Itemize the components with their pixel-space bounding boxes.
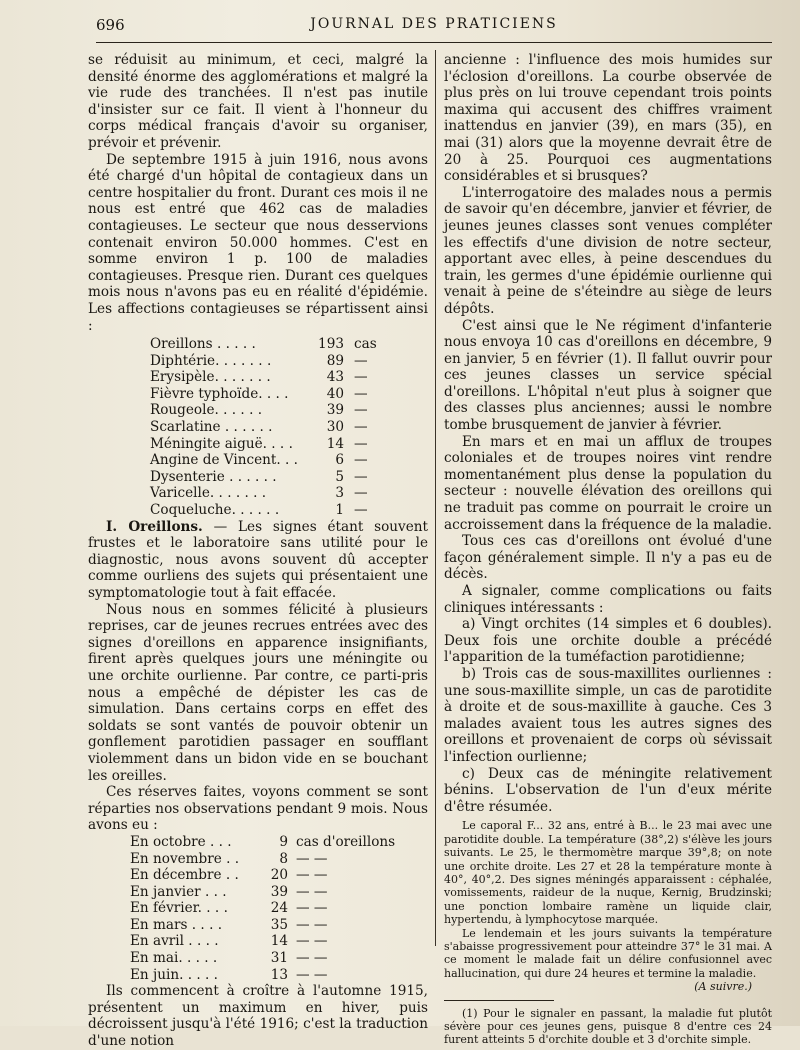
disease-unit: — [354,402,368,419]
disease-row [150,502,377,519]
month-row [130,950,395,967]
month-count: 24 [270,900,288,917]
disease-name: Dysenterie . . . . . . [150,468,277,485]
disease-count: 89 [326,352,344,369]
disease-unit: — [354,419,368,436]
month-name: En janvier . . . [130,883,227,900]
month-name: En octobre . . . [130,833,232,850]
disease-row [150,402,377,419]
disease-count: 5 [335,468,344,485]
disease-count: 3 [335,485,344,502]
disease-row [150,369,377,386]
page-header [96,14,772,38]
column-divider [435,50,436,946]
disease-row [150,436,377,453]
month-count: 39 [270,883,288,900]
month-count: 8 [279,850,288,867]
month-count: 14 [270,933,288,950]
disease-row [150,336,377,353]
month-count: 20 [270,867,288,884]
disease-name: Diphtérie. . . . . . . [150,352,272,369]
disease-unit: cas [354,336,377,353]
left-para-4: Ils commencent à croître à l'automne 1915, présentent un maximum en hiver, puis décroissent jusqu'à l'été 1916; c'est la traduction d'une notion [88,983,428,1050]
oreillons-section [88,519,428,602]
right-para-3: C'est ainsi que le Ne régiment d'infanterie nous envoya 10 cas d'oreillons en décembre, 9 en janvier, 5 en février (1). Il fallut ouvrir pour ces jeunes classes un service spécial d'oreillons. L'hôpital n'eut plus à soigner que des classes plus anciennes; aussi le nombre tombe brusquement de janvier à février. [444,317,772,434]
month-rest: — — [296,850,328,867]
observation-1: Le caporal F... 32 ans, entré à B... le 23 mai avec une parotidite double. La température (38°,2) s'élève les jours suivants. Le 25, le thermomètre marque 39°,8; on note une orchite droite. Les 27 et 28 la température monte à 40°, 40°,2. Des signes méningés apparaissent : céphalée, vomissements, raideur de la nuque, Kernig, Brudzinski; une ponction lombaire ramène un liquide clair, hypertendu, à lymphocytose marquée. [444,819,772,927]
item-a: a) Vingt orchites (14 simples et 6 doubles). Deux fois une orchite double a précédé l'apparition de la tuméfaction parotidienne; [444,616,772,666]
month-name: En décembre . . [130,867,239,884]
left-column [88,52,428,1050]
disease-count: 39 [326,402,344,419]
disease-count: 193 [318,336,344,353]
month-row [130,834,395,851]
month-name: En mai. . . . . [130,950,218,967]
disease-unit: — [354,385,368,402]
month-rest: — — [296,916,328,933]
footnote: (1) Pour le signaler en passant, la maladie fut plutôt sévère pour ces jeunes gens, puisque 8 d'entre ces 24 furent atteints 5 d'orchite double et 3 d'orchite simple. [444,1006,772,1047]
month-rest: — — [296,933,328,950]
left-intro-para-1: se réduisit au minimum, et ceci, malgré la densité énorme des agglomérations et malgré la vie rude des tranchées. Il n'est pas inutile d'insister sur ce fait. Il vient à l'honneur du corps médical français d'avoir su organiser, prévoir et prévenir. [88,52,428,151]
disease-count: 30 [326,419,344,436]
observation-2: Le lendemain et les jours suivants la température s'abaisse progressivement pour atteindre 37° le 31 mai. A ce moment le malade fait un délire confusionnel avec hallucination, qui dure 24 heures et termine la maladie. [444,926,772,980]
right-para-4: En mars et en mai un afflux de troupes coloniales et de troupes noires vint rendre momentanément plus dense la population du secteur : nouvelle élévation des oreillons qui ne traduit pas comme on pourrait le croire un accroissement dans la fréquence de la maladie. [444,433,772,533]
header-rule [96,42,772,43]
section-heading: I. Oreillons. [106,518,203,535]
disease-name: Oreillons . . . . . [150,336,256,353]
item-c: c) Deux cas de méningite relativement bénins. L'observation de l'un d'eux mérite d'être résumée. [444,765,772,815]
month-count: 9 [279,833,288,850]
month-rest: — — [296,900,328,917]
disease-unit: — [354,452,368,469]
disease-count: 14 [326,435,344,452]
month-name: En février. . . . [130,900,228,917]
disease-row [150,353,377,370]
month-name: En novembre . . [130,850,240,867]
to-be-continued: (A suivre.) [694,980,752,994]
disease-unit: — [354,352,368,369]
month-row [130,933,395,950]
disease-name: Coqueluche. . . . . . [150,502,280,519]
month-name: En mars . . . . [130,916,223,933]
disease-table [150,336,377,519]
disease-row [150,386,377,403]
months-table [130,834,395,983]
item-b: b) Trois cas de sous-maxillites ourliennes : une sous-maxillite simple, un cas de parotidite à droite et de sous-maxillite à gauche. Ces 3 malades avaient tous les autres signes des oreillons et provenaient de corps où sévissait l'infection ourlienne; [444,665,772,765]
left-intro-para-2: De septembre 1915 à juin 1916, nous avons été chargé d'un hôpital de contagieux dans un centre hospitalier du front. Durant ces mois il ne nous est entré que 462 cas de maladies contagieuses. Le secteur que nous desservions contenait environ 50.000 hommes. C'est en somme environ 1 p. 100 de maladies contagieuses. Presque rien. Durant ces quelques mois nous n'avons pas eu en réalité d'épidémie. Les affections contagieuses se répartissent ainsi : [88,151,428,334]
month-rest: — — [296,950,328,967]
disease-row [150,419,377,436]
month-count: 35 [270,916,288,933]
month-row [130,917,395,934]
right-para-1: ancienne : l'influence des mois humides sur l'éclosion d'oreillons. La courbe observée de plus près on lui trouve cependant trois points maxima qui accusent des chiffres vraiment inattendus en janvier (39), en mars (35), en mai (31) alors que la moyenne devrait être de 20 à 25. Pourquoi ces augmentations considérables et si brusques? [444,52,772,185]
month-row [130,900,395,917]
page-number: 696 [96,16,125,34]
disease-unit: — [354,369,368,386]
month-rest: — — [296,867,328,884]
disease-name: Erysipèle. . . . . . . [150,369,271,386]
footnote-rule [444,1000,554,1001]
disease-unit: — [354,468,368,485]
disease-row [150,469,377,486]
disease-count: 6 [335,452,344,469]
month-row [130,884,395,901]
right-column [444,52,772,1047]
disease-row [150,485,377,502]
disease-unit: — [354,435,368,452]
disease-unit: — [354,485,368,502]
disease-unit: — [354,502,368,519]
disease-count: 40 [326,385,344,402]
month-rest: cas d'oreillons [296,833,396,850]
right-para-6: A signaler, comme complications ou faits cliniques intéressants : [444,583,772,616]
left-para-3: Ces réserves faites, voyons comment se sont réparties nos observations pendant 9 mois. Nous avons eu : [88,784,428,834]
right-para-2: L'interrogatoire des malades nous a permis de savoir qu'en décembre, janvier et février, de jeunes jeunes classes sont venues compléter les effectifs d'une division de notre secteur, apportant avec elles, à peine descendues du train, les germes d'une épidémie ourlienne qui venait à peine de s'éteindre au siège de leurs dépôts. [444,184,772,317]
month-name: En avril . . . . [130,933,219,950]
month-count: 31 [270,950,288,967]
month-rest: — — [296,883,328,900]
disease-count: 1 [335,502,344,519]
month-row [130,967,395,984]
disease-name: Scarlatine . . . . . . [150,419,273,436]
section-text: — Les signes étant souvent frustes et le laboratoire sans utilité pour le diagnostic, nous avons souvent dû accepter comme ourliens des sujets qui présentaient une symptomatologie tout à fait effacée. [88,518,428,601]
month-row [130,867,395,884]
disease-name: Fièvre typhoïde. . . . [150,385,289,402]
disease-name: Angine de Vincent. . . [150,452,298,469]
disease-count: 43 [326,369,344,386]
disease-name: Méningite aiguë. . . . [150,435,293,452]
month-name: En juin. . . . . [130,966,218,983]
month-row [130,851,395,868]
month-count: 13 [270,966,288,983]
left-para-2: Nous nous en sommes félicité à plusieurs reprises, car de jeunes recrues entrées avec des signes d'oreillons en apparence insignifiants, firent après quelques jours une méningite ou une orchite ourlienne. Par contre, ce parti-pris nous a empêché de dépister les cas de simulation. Dans certains corps en effet des soldats se sont vantés de pouvoir obtenir un gonflement parotidien passager en soufflant violemment dans un bidon vide en se bouchant les oreilles. [88,601,428,784]
month-rest: — — [296,966,328,983]
right-para-5: Tous ces cas d'oreillons ont évolué d'une façon généralement simple. Il n'y a pas eu de décès. [444,533,772,583]
disease-name: Varicelle. . . . . . . [150,485,267,502]
journal-title: JOURNAL DES PRATICIENS [310,16,558,32]
disease-name: Rougeole. . . . . . [150,402,263,419]
disease-row [150,452,377,469]
